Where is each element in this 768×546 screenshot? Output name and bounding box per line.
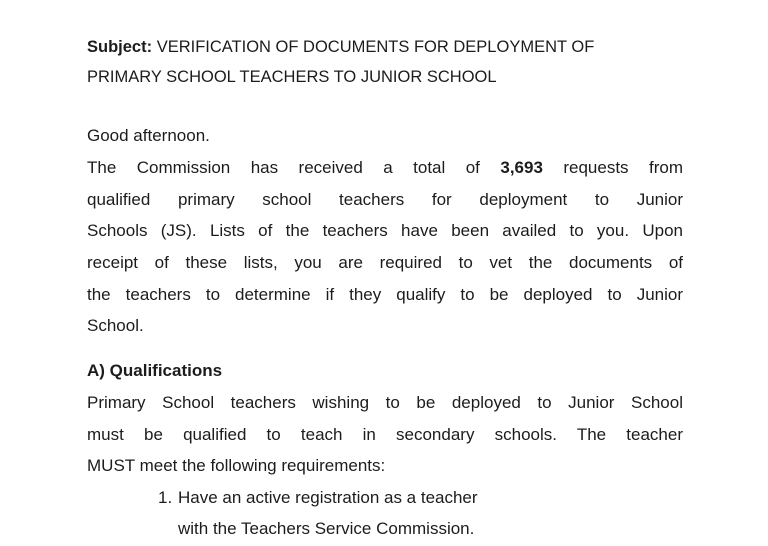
intro-line-5: the teachers to determine if they qualify to be deployed to Junior bbox=[87, 284, 683, 304]
intro-line-4: receipt of these lists, you are required to vet the documents of bbox=[87, 253, 683, 273]
intro-line-1-post: requests from bbox=[542, 158, 683, 177]
subject-text-1: VERIFICATION OF DOCUMENTS FOR DEPLOYMENT OF bbox=[156, 38, 595, 56]
subject-label: Subject: bbox=[87, 38, 153, 56]
subject-block bbox=[87, 32, 727, 92]
qualifications-line-2: must be qualified to teach in secondary schools. The teacher bbox=[87, 424, 683, 444]
intro-paragraph bbox=[87, 152, 683, 342]
request-count: 3,693 bbox=[500, 158, 543, 177]
subject-text-2: PRIMARY SCHOOL TEACHERS TO JUNIOR SCHOOL bbox=[87, 68, 497, 86]
requirement-text-1: Have an active registration as a teacher bbox=[178, 488, 478, 507]
qualifications-line-1: Primary School teachers wishing to be deployed to Junior School bbox=[87, 393, 683, 412]
qualifications-paragraph bbox=[87, 387, 683, 482]
greeting: Good afternoon. bbox=[87, 126, 210, 145]
intro-line-2: qualified primary school teachers for deployment to Junior bbox=[87, 189, 683, 209]
requirements-list bbox=[158, 482, 478, 544]
requirement-number: 1. bbox=[158, 488, 173, 507]
intro-line-3: Schools (JS). Lists of the teachers have been availed to you. Upon bbox=[87, 221, 683, 241]
requirement-line-1 bbox=[158, 482, 478, 513]
intro-line-1 bbox=[87, 152, 683, 184]
intro-line-6: School. bbox=[87, 316, 144, 336]
qualifications-heading: A) Qualifications bbox=[87, 361, 223, 380]
subject-line-1 bbox=[87, 32, 727, 62]
intro-line-1-pre: The Commission has received a total of bbox=[87, 158, 501, 177]
list-item bbox=[158, 482, 478, 544]
requirement-text-2: with the Teachers Service Commission. bbox=[178, 519, 475, 538]
qualifications-line-3: MUST meet the following requirements: bbox=[87, 456, 386, 476]
